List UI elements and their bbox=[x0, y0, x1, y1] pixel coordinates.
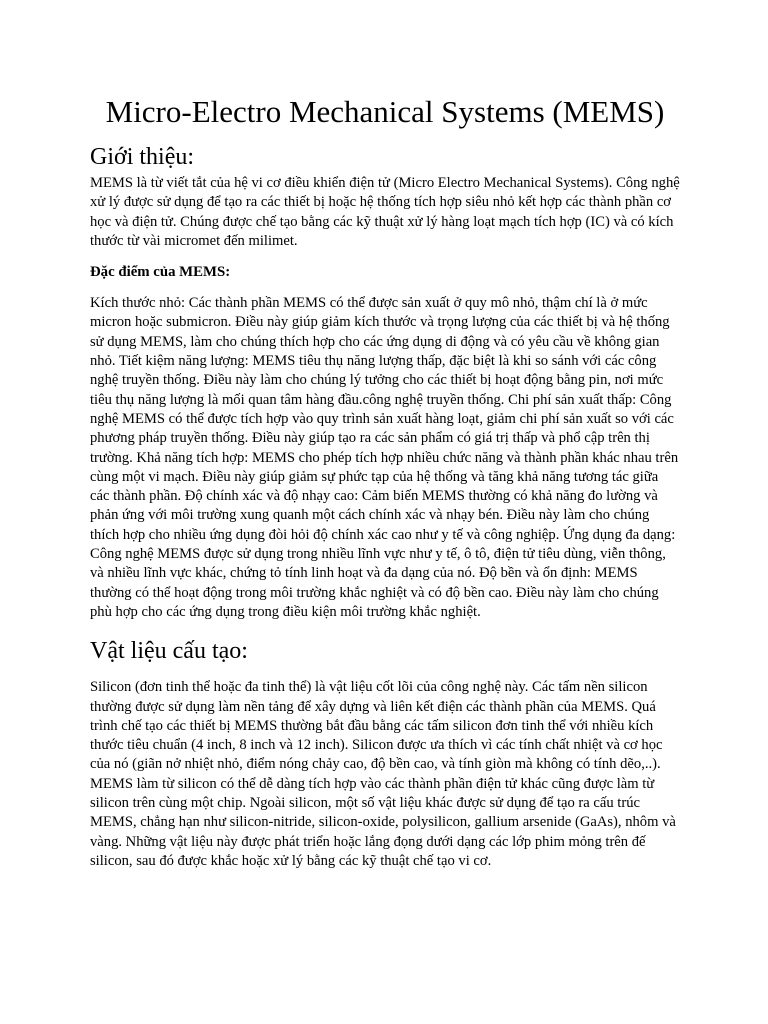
document-title: Micro-Electro Mechanical Systems (MEMS) bbox=[105, 94, 665, 129]
section-heading-intro: Giới thiệu: bbox=[90, 144, 195, 170]
intro-paragraph: MEMS là từ viết tắt của hệ vi cơ điều khiển điện tử (Micro Electro Mechanical Systems). Công nghệ xử lý được sử dụng để tạo ra các thiết bị hoặc hệ thống tích hợp siêu nhỏ kết hợp các thành phần cơ học và điện tử. Chúng được chế tạo bằng các kỹ thuật xử lý hàng loạt mạch tích hợp (IC) và có kích thước từ vài micromet đến milimet. bbox=[90, 175, 680, 249]
features-heading: Đặc điểm của MEMS: bbox=[90, 264, 231, 281]
section-heading-materials: Vật liệu cấu tạo: bbox=[90, 638, 248, 665]
document-page bbox=[90, 92, 680, 871]
features-paragraph: Kích thước nhỏ: Các thành phần MEMS có thể được sản xuất ở quy mô nhỏ, thậm chí là ở mức micron hoặc submicron. Điều này giúp giảm kích thước và trọng lượng của các thiết bị và hệ thống sử dụng MEMS, làm cho chúng thích hợp cho các ứng dụng di động và có yêu cầu về không gian nhỏ. Tiết kiệm năng lượng: MEMS tiêu thụ năng lượng thấp, đặc biệt là khi so sánh với các công nghệ truyền thống. Điều này làm cho chúng lý tưởng cho các thiết bị hoạt động bằng pin, nơi mức tiêu thụ năng lượng là mối quan tâm hàng đầu.công nghệ truyền thống. Chi phí sản xuất thấp: Công nghệ MEMS có thể được tích hợp vào quy trình sản xuất hàng loạt, giảm chi phí sản xuất so với các phương pháp truyền thống. Điều này giúp tạo ra các sản phẩm có giá trị thấp và phổ cập trên thị trường. Khả năng tích hợp: MEMS cho phép tích hợp nhiều chức năng và thành phần khác nhau trên cùng một vi mạch. Điều này giúp giảm sự phức tạp của hệ thống và tăng khả năng tương tác giữa các thành phần. Độ chính xác và độ nhạy cao: Cảm biến MEMS thường có khả năng đo lường và phản ứng với môi trường xung quanh một cách chính xác và nhạy bén. Điều này làm cho chúng thích hợp cho nhiều ứng dụng đòi hỏi độ chính xác cao như y tế và công nghiệp. Ứng dụng đa dạng: Công nghệ MEMS được sử dụng trong nhiều lĩnh vực như y tế, ô tô, điện tử tiêu dùng, viễn thông, và nhiều lĩnh vực khác, chứng tỏ tính linh hoạt và đa dạng của nó. Độ bền và ổn định: MEMS thường có thể hoạt động trong môi trường khắc nghiệt và có độ bền cao. Điều này làm cho chúng phù hợp cho các ứng dụng trong điều kiện môi trường khắc nghiệt. bbox=[90, 295, 679, 620]
materials-paragraph: Silicon (đơn tinh thể hoặc đa tinh thể) là vật liệu cốt lõi của công nghệ này. Các tấm nền silicon thường được sử dụng làm nền tảng để xây dựng và liên kết điện các thành phần của MEMS. Quá trình chế tạo các thiết bị MEMS thường bắt đầu bằng các tấm silicon đơn tinh thể với nhiều kích thước tiêu chuẩn (4 inch, 8 inch và 12 inch). Silicon được ưa thích vì các tính chất nhiệt và cơ học của nó (giãn nở nhiệt nhỏ, điểm nóng chảy cao, độ bền cao, và tính giòn mà không có tính dẽo,..). MEMS làm từ silicon có thể dễ dàng tích hợp vào các thành phần điện tử khác cũng được làm từ silicon trên cùng một chip. Ngoài silicon, một số vật liệu khác được sử dụng để tạo ra cấu trúc MEMS, chẳng hạn như silicon-nitride, silicon-oxide, polysilicon, gallium arsenide (GaAs), nhôm và vàng. Những vật liệu này được phát triển hoặc lắng đọng dưới dạng các lớp phim mỏng trên đế silicon, sau đó được khắc hoặc xử lý bằng các kỹ thuật chế tạo vi cơ. bbox=[90, 679, 676, 869]
